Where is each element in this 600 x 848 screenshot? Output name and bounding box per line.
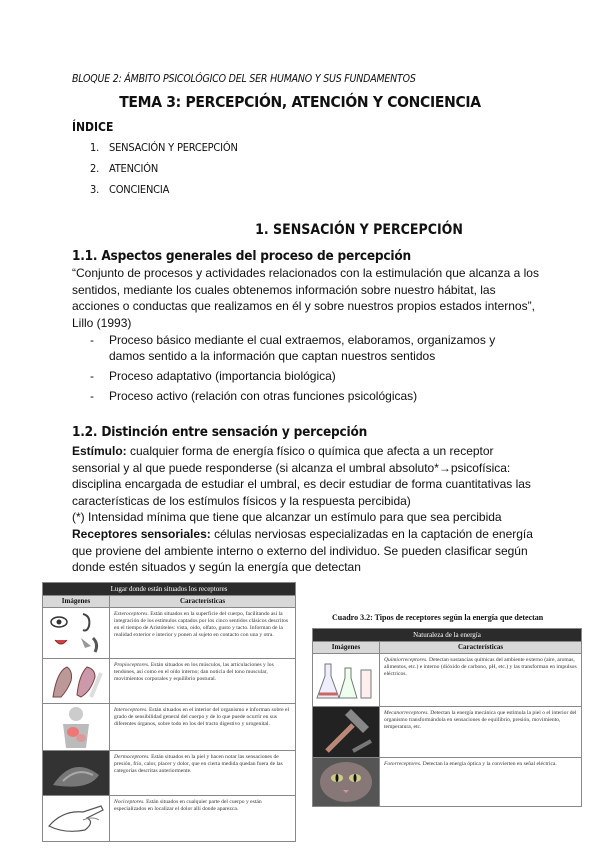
sense-organs-icon	[43, 608, 110, 659]
column-header: Imágenes	[313, 642, 380, 654]
receptor-description: Están situados en la superficie del cuerpo, facilitando así la integración de los estímulos captados por los cinco sentidos clásicos descritos en el tiempo de Aristóteles: vista, oído, olfato, gusto y tacto. Informan de la realidad exterior e interior y ponen al sujeto en contacto con una y otra.	[114, 611, 288, 638]
index-item-number: 2.	[90, 162, 100, 175]
index-item-label: SENSACIÓN Y PERCEPCIÓN	[109, 141, 238, 154]
hammer-icon	[313, 707, 380, 758]
table-row	[313, 707, 582, 758]
table-row	[43, 659, 296, 704]
table-row	[313, 758, 582, 807]
term-text: células nerviosas especializadas en la captación de energía que proviene del ambiente interno o externo del individuo. Se pueden clasificar según donde estén situados y según la energía que detectan	[72, 527, 533, 575]
footnote: (*) Intensidad mínima que tiene que alcanzar un estímulo para que sea percibida	[72, 510, 502, 524]
section-title: 1. SENSACIÓN Y PERCEPCIÓN	[255, 222, 463, 238]
bullet-text: Proceso adaptativo (importancia biológica)	[109, 369, 336, 383]
subsection-title: 1.2. Distinción entre sensación y percepción	[72, 424, 368, 440]
column-header: Imágenes	[43, 596, 110, 608]
table-row	[313, 654, 582, 707]
bullet-text: Proceso básico mediante el cual extraemos, elaboramos, organizamos y damos sentido a la información que captan nuestros sentidos	[109, 333, 496, 364]
table-caption: Cuadro 3.2: Tipos de receptores según la energía que detectan	[332, 613, 544, 622]
index-item-label: ATENCIÓN	[109, 162, 159, 175]
page-title: TEMA 3: PERCEPCIÓN, ATENCIÓN Y CONCIENCIA	[119, 93, 481, 111]
table-row	[43, 608, 296, 659]
lab-flasks-icon	[313, 654, 380, 707]
receptor-description: Están situados en el interior del organismo e informan sobre el grado de sensibilidad general del cuerpo y de lo que puede ocurrir en sus diferentes órganos, sobre todo en los del tracto digestivo y urogenital.	[114, 707, 290, 727]
table-row	[43, 704, 296, 751]
receptor-term: Nociceptores.	[114, 799, 145, 805]
cat-eye-icon	[313, 758, 380, 807]
table-row	[43, 751, 296, 796]
block-heading: BLOQUE 2: ÁMBITO PSICOLÓGICO DEL SER HUMANO Y SUS FUNDAMENTOS	[72, 73, 416, 85]
list-item: - Proceso adaptativo (importancia biológica)	[90, 368, 530, 384]
table-title: Naturaleza de la energía	[313, 629, 582, 642]
receptor-term: Dermoceptores.	[114, 754, 150, 760]
skin-icon	[43, 751, 110, 796]
index-item	[90, 141, 238, 154]
organs-icon	[43, 704, 110, 751]
list-item: - Proceso básico mediante el cual extraemos, elaboramos, organizamos y damos sentido a la información que captan nuestros sentidos	[90, 332, 530, 365]
receptor-description: Detectan la energía mecánica que estimula la piel o el interior del organismo transformándola en sensaciones de equilibrio, presión, movimiento, temperatura, etc.	[384, 710, 577, 730]
bullet-text: Proceso activo (relación con otras funciones psicológicas)	[109, 389, 418, 403]
receptor-description: Detectan la energía óptica y la convierten en señal eléctrica.	[421, 761, 557, 767]
table-row	[43, 796, 296, 842]
index-item	[90, 183, 169, 196]
column-header: Características	[110, 596, 296, 608]
table-title: Lugar donde están situados los receptores	[43, 583, 296, 596]
list-item: - Proceso activo (relación con otras funciones psicológicas)	[90, 388, 530, 404]
receptors-energy-table	[312, 628, 582, 807]
column-header: Características	[380, 642, 582, 654]
receptor-term: Interoceptores.	[114, 707, 148, 713]
index-heading: ÍNDICE	[72, 120, 114, 134]
receptor-description: Detectan sustancias químicas del ambiente externo (aire, aromas, alimentos, etc.) e interno (dióxido de carbono, pH, etc.) y las transforman en impulsos eléctricos.	[384, 657, 577, 677]
receptor-term: Fotorreceptores.	[384, 761, 422, 767]
hand-icon	[43, 796, 110, 842]
stimulus-definition	[72, 443, 542, 509]
muscle-icon	[43, 659, 110, 704]
index-item-number: 3.	[90, 183, 100, 196]
receptor-term: Mecanorreceptores.	[384, 710, 429, 716]
term: Receptores sensoriales:	[72, 527, 211, 541]
receptor-term: Exteroceptores.	[114, 611, 149, 617]
subsection-title: 1.1. Aspectos generales del proceso de percepción	[72, 248, 411, 264]
receptor-description: Están situados en cualquier parte del cuerpo y están especializados en localizar el dolor allí donde aparezca.	[114, 799, 262, 812]
receptor-term: Propioceptores.	[114, 662, 150, 668]
index-item-number: 1.	[90, 141, 100, 154]
receptor-description: Están situados en los músculos, las articulaciones y los tendones, así como en el oído interno; dan noticia del tono muscular, movimientos corporales y equilibrio postural.	[114, 662, 274, 682]
term: Estímulo:	[72, 444, 127, 458]
term-text: cualquier forma de energía físico o química que afecta a un receptor sensorial y al que puede responderse (si alcanza el umbral absoluto*→psicofísica: disciplina encargada de estudiar el umbral, es decir estudiar de forma cuantitativas las características de los estímulos físicos y la respuesta percibida)	[72, 444, 531, 508]
index-item-label: CONCIENCIA	[109, 183, 170, 196]
definition-quote: “Conjunto de procesos y actividades relacionados con la estimulación que alcanza a los sentidos, mediante los cuales obtenemos información sobre nuestro hábitat, las acciones o conductas que realizamos en él y sobre nuestros propios estados internos”, Lillo (1993)	[72, 266, 539, 330]
receptors-location-table	[42, 582, 296, 842]
index-item	[90, 162, 158, 175]
receptors-definition	[72, 526, 542, 576]
receptor-description: Están situados en la piel y hacen notar las sensaciones de presión, frío, calor, placer y dolor, que en cierta medida quedan fuera de las categorías descritas anteriormente.	[114, 754, 283, 774]
receptor-term: Quimiorreceptores.	[384, 657, 428, 663]
